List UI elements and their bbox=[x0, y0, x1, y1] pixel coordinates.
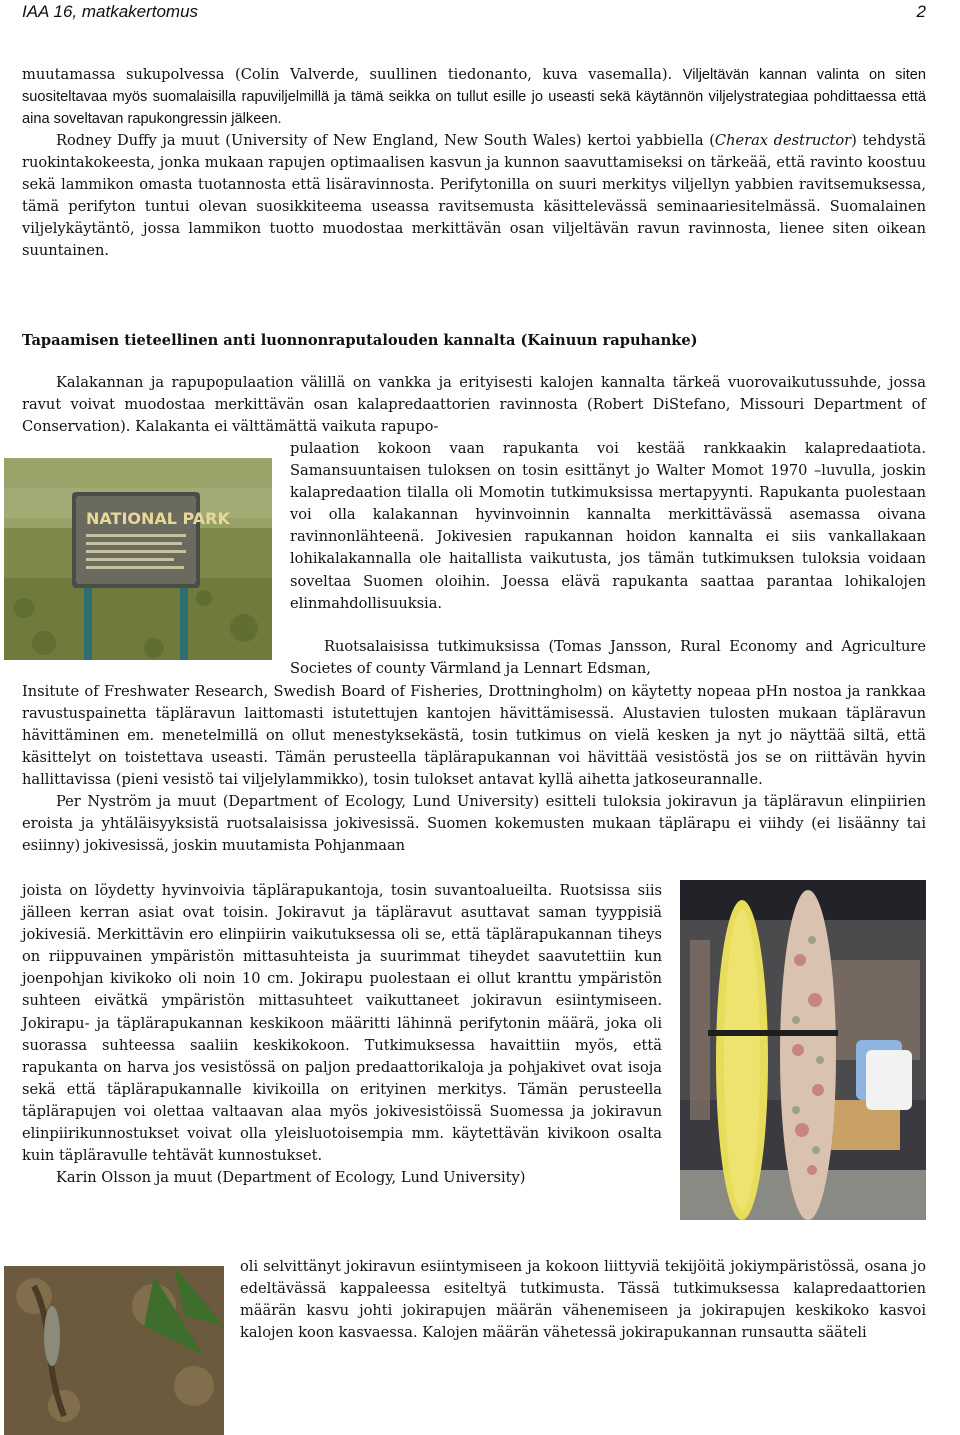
paragraph-4-5: Insitute of Freshwater Research, Swedish Board of Fisheries, Drottningholm) on käytetty nopeaa pHn nostoa ja rankkaa ravustuspainetta täpläravun laittomasti istutettujen kantojen hävittämisessä. Alustavien tulosten mukaan täpläravun hävittäminen em. menetelmillä on ollut menestyksekästä, tosin tutkimus on vielä kesken ja nyt jo näyttää siltä, että käsittelyt on toistettava useasti. Tämän perusteella täplärapukannan voi hävittää vesistöstä jos se on riittävän hyvin hallittavissa (pieni vesistö tai viljelylammikko), tosin tulokset antavat kyllä aihetta jatkoseurannalle. Per Nyström ja muut (Department of Ecology, Lund University) esitteli tuloksia jokiravun ja täpläravun elinpiirien eroista ja yhtäläisyyksistä ruotsalaisissa jokivesissä. Suomen kokemusten mukaan täplärapu ei viihdy (ei lisäänny tai esiinny) jokivesissä, joskin muutamista Pohjanmaan bbox=[22, 683, 926, 854]
paragraph-3-wrap: pulaation kokoon vaan rapukanta voi kestää rankkaakin kalapredaatiota. Samansuuntaisen tuloksen on tosin esittänyt jo Walter Momot 1970 –luvulla, joskin kalapredaation tilalla oli Momotin tutkimuksissa mertapyynti. Rapukanta puolestaan voi olla kalakannan hyvinvoinnin kannalta merkittävässä asemassa oivana ravinnonlähteenä. Jokivesien rapukannan hoidon kannalta ei siis vankallakaan lohikalakannalla ole haitallista vaikutusta, jos tämän tutkimuksen tuloksia voidaan soveltaa Suomen oloihin. Joessa elävä rapukanta saattaa parantaa lohikalojen elinmahdollisuuksia. bbox=[290, 440, 926, 612]
national-park-sign-photo bbox=[4, 458, 272, 660]
paragraph-6-wrap: oli selvittänyt jokiravun esiintymiseen ja kokoon liittyviä tekijöitä jokiympäristössä, osana jo edeltävässä kappaleessa esiteltyä tutkimusta. Tässä tutkimuksessa kalapredaattorien määrän kasvu johti jokirapujen määrän vähenemiseen ja jokirapujen keskikoko kasvoi kalojen koon kasvaessa. Kalojen määrän vähetessä jokirapukannan runsautta sääteli bbox=[240, 1258, 926, 1342]
page-header bbox=[22, 0, 926, 26]
paragraph-5-wrap: joista on löydetty hyvinvoivia täplärapukantoja, tosin suvantoalueilta. Ruotsissa siis jälleen kerran asiat ovat toisin. Jokiravut ja täpläravut asuttavat saman tyyppisiä jokivesiä. Merkittävin ero elinpiirin vaikutuksessa oli se, että täplärapukannan tiheys on riippuvainen ympäristön mittasuhteista ja suurimmat tiheydet saavutettiin kun joenpohjan kivikoko oli noin 10 cm. Jokirapu puolestaan ei ollut kranttu ympäristön suhteen eivätkä ympäristön mittasuhteet vaikuttaneet jokiravun esiintymiseen. Jokirapu- ja täplärapukannan keskikoon määritti lähinnä perifytonin määrä, joka oli suorassa suhteessa saaliin keskikokoon. Tutkimuksessa havaittiin myös, että rapukanta on harva jos vesistössä on paljon predaattorikaloja ja pohjakivet ovat isoja sekä että täplärapukannalle kivikoilla on erityinen merkitys. Tämän perusteella täplärapujen voi olettaa valtaavan alaa myös jokivesistöissä Suomessa ja jokiravun elinpiirikunnostukset voivat olla yleisluotoisempia mm. käytettävän kivikoon osalta kuin täpläravulle tehtävät kunnostukset. Karin Olsson ja muut (Department of Ecology, Lund University) bbox=[22, 880, 662, 1189]
intro-paragraphs bbox=[22, 64, 926, 262]
paragraph-4-wrap: Ruotsalaisissa tutkimuksissa (Tomas Jansson, Rural Economy and Agriculture Societes of county Värmland ja Lennart Edsman, bbox=[290, 638, 926, 678]
species-name: Cherax destructor bbox=[714, 132, 852, 149]
crayfish-photo bbox=[4, 1266, 224, 1435]
paragraph-2: Rodney Duffy ja muut (University of New England, New South Wales) kertoi yabbiella (Cherax destructor) tehdystä ruokintakokeesta, jonka mukaan rapujen optimaalisen kasvun ja kunnon saavuttamiseksi on tärkeää, että ravinto koostuu sekä lammikon omasta tuotannosta että lisäravinnosta. Perifytonilla on suuri merkitys viljellyn yabbien ravitsemuksessa, tämä perifyton tuntui olevan suosikkiteema useassa ravitsemusta käsittelevässä seminaariesitelmässä. Suomalainen viljelykäytäntö, jossa lammikon tuotto muodostaa merkittävän osan viljeltävän ravun ravinnosta, lienee siten oikean suuntainen. bbox=[22, 132, 926, 259]
paragraph-1: muutamassa sukupolvessa (Colin Valverde, suullinen tiedonanto, kuva vasemalla). Viljeltävän kannan valinta on siten suositeltavaa myös suomalaisilla rapuviljelmillä ja tämä seikka on tullut esille jo useasti sekä käytännön viljelystrategiaa pohdittaessa että aina soveltavan rapukongressin jälkeen. bbox=[22, 66, 926, 127]
paragraph-3-top: Kalakannan ja rapupopulaation välillä on vankka ja erityisesti kalojen kannalta tärkeä vuorovaikutussuhde, jossa ravut voivat muodostaa merkittävän osan kalapredaattorien ravinnosta (Robert DiStefano, Missouri Department of Conservation). Kalakanta ei välttämättä vaikuta rapupo- bbox=[22, 374, 926, 435]
section-heading: Tapaamisen tieteellinen anti luonnonraputalouden kannalta (Kainuun rapuhanke) bbox=[22, 332, 698, 349]
sign-title: NATIONAL PARK bbox=[86, 509, 230, 528]
surfboards-photo bbox=[680, 880, 926, 1220]
page-number: 2 bbox=[916, 2, 926, 21]
paragraph-6-start: Karin Olsson ja muut (Department of Ecology, Lund University) bbox=[56, 1169, 526, 1187]
document-title: IAA 16, matkakertomus bbox=[22, 2, 199, 21]
